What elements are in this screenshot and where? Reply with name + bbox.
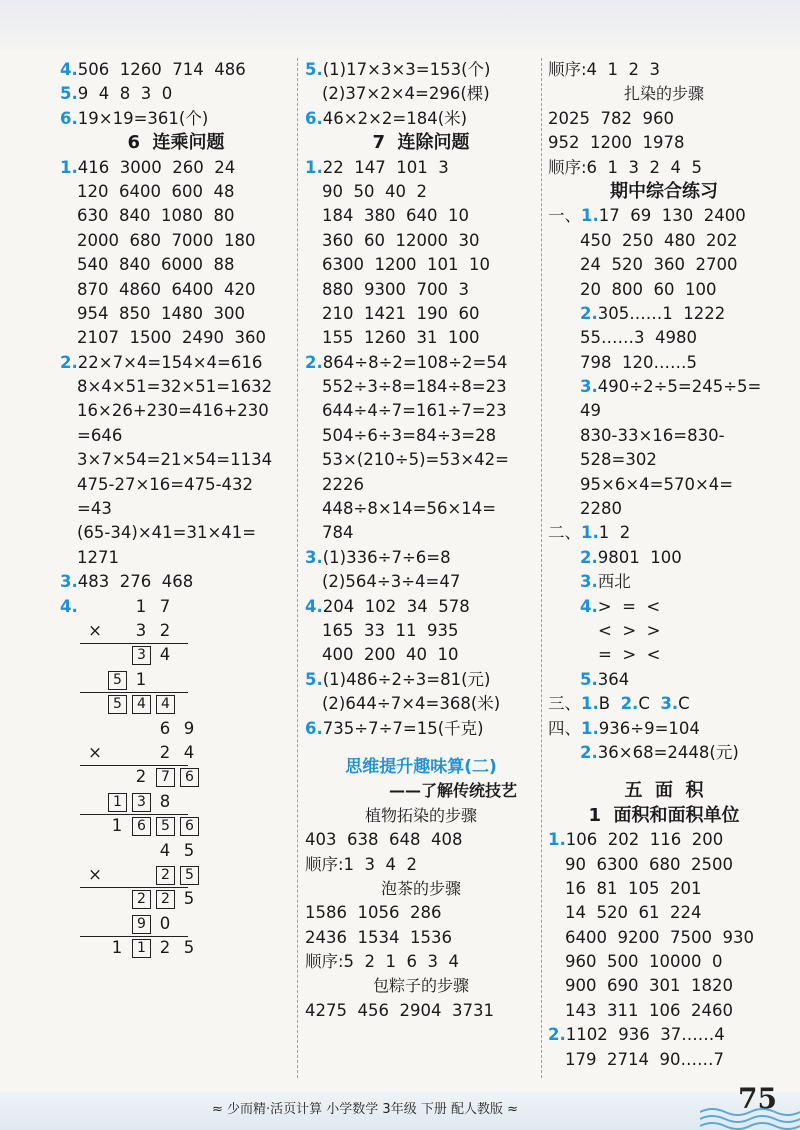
answer-line: 2436 1534 1536: [305, 927, 452, 947]
answer-line: 870 4860 6400 420: [77, 279, 256, 299]
digit: 2: [159, 938, 171, 958]
answer-line: 90 6300 680 2500: [565, 854, 733, 874]
section-subtitle: ——了解传统技艺: [388, 781, 517, 801]
item-number: 4.: [305, 596, 323, 616]
answer-line: 55……3 4980: [580, 328, 697, 348]
answer-line: [548, 668, 780, 692]
answer-line: = > <: [598, 645, 661, 665]
answer-line: 8×4×51=32×51=1632: [77, 377, 273, 397]
answer-line: [548, 375, 780, 399]
digit: 4: [159, 645, 171, 665]
item-number: 3.: [580, 377, 598, 397]
column-divider: [541, 58, 542, 1078]
answer-line: 1271: [77, 547, 119, 567]
item-number: 5.: [305, 60, 323, 79]
item-number: 3.: [305, 547, 323, 567]
item-number: 1.: [60, 157, 78, 177]
item-number: 3.: [660, 694, 679, 714]
answer-line: < > >: [598, 620, 661, 640]
item-number: 4.: [60, 596, 78, 616]
answer-line: (2)37×2×4=296(棵): [322, 84, 490, 104]
answer-line: [60, 570, 292, 594]
boxed-digit: 2: [156, 866, 175, 885]
answer-line: 155 1260 31 100: [322, 328, 480, 348]
item-number: 1.: [305, 157, 323, 177]
item-number: 5.: [60, 84, 78, 104]
sum-line: [80, 887, 188, 888]
answer-text: 1 2: [598, 523, 631, 543]
answer-line: [305, 107, 537, 131]
digit: 1: [111, 938, 123, 958]
answer-line: [60, 351, 292, 375]
times-sign: ×: [88, 864, 102, 884]
step-heading: 包粽子的步骤: [372, 976, 469, 996]
section-title: 期中综合练习: [610, 180, 718, 202]
item-number: 1.: [581, 694, 599, 714]
section-number: 一、: [548, 206, 581, 226]
boxed-digit: 7: [156, 768, 175, 787]
vertical-multiplication-3: [80, 839, 210, 961]
answer-line: 784: [322, 523, 354, 543]
answer-text: 483 276 468: [77, 572, 194, 592]
answer-column-2: [305, 58, 537, 1023]
answer-line: [305, 595, 537, 619]
answer-text: 1102 936 37……4: [565, 1025, 725, 1045]
answer-line: 2280: [580, 499, 622, 519]
answer-line: (2)564÷3÷4=47: [322, 572, 461, 592]
answer-line: 顺序:1 3 4 2: [305, 854, 418, 874]
answer-line: [305, 546, 537, 570]
answer-line: 24 520 360 2700: [580, 255, 738, 275]
answer-line: 49: [580, 401, 601, 421]
answer-line: 528=302: [580, 450, 657, 470]
answer-text: 364: [597, 669, 630, 689]
item-number: 3.: [580, 572, 598, 592]
answer-line: 448÷8×14=56×14=: [322, 499, 497, 519]
answer-text: 22×7×4=154×4=616: [77, 352, 263, 372]
answer-line: 450 250 480 202: [580, 230, 738, 250]
digit: 5: [183, 889, 195, 909]
item-number: 2.: [305, 352, 323, 372]
times-sign: ×: [88, 620, 102, 640]
section-title: 1 面积和面积单位: [588, 804, 740, 826]
section-title: 6 连乘问题: [127, 132, 225, 154]
answer-line: [60, 58, 292, 82]
answer-line: 3×7×54=21×54=1134: [77, 450, 273, 470]
answer-text: 506 1260 714 486: [77, 60, 246, 79]
answer-line: 143 311 106 2460: [565, 1000, 733, 1020]
boxed-digit: 5: [156, 817, 175, 836]
answer-line: 184 380 640 10: [322, 206, 469, 226]
item-number: 6.: [305, 718, 323, 738]
answer-line: 90 50 40 2: [322, 181, 427, 201]
answer-line: 954 850 1480 300: [77, 303, 245, 323]
answer-text: 305……1 1222: [597, 303, 726, 323]
item-number: 1.: [548, 830, 566, 850]
boxed-digit: 9: [132, 915, 151, 934]
answer-text: 735÷7÷7=15(千克): [322, 718, 484, 738]
item-number: 4.: [60, 60, 78, 79]
answer-text: (1)336÷7÷6=8: [322, 547, 451, 567]
answer-line: [548, 521, 780, 545]
answer-line: 475-27×16=475-432: [77, 474, 254, 494]
answer-line: =43: [77, 499, 112, 519]
boxed-digit: 6: [132, 817, 151, 836]
vertical-multiplication-2: [80, 717, 210, 839]
answer-line: 900 690 301 1820: [565, 976, 733, 996]
answer-line: [305, 717, 537, 741]
digit: 5: [183, 938, 195, 958]
digit: 9: [183, 718, 195, 738]
digit: 1: [135, 669, 147, 689]
item-number: 6.: [305, 108, 323, 128]
answer-column-1: [60, 58, 292, 960]
answer-line: [548, 570, 780, 594]
section-number: 四、: [548, 718, 581, 738]
boxed-digit: 4: [132, 695, 151, 714]
item-number: 6.: [60, 108, 78, 128]
digit: 2: [135, 767, 147, 787]
answer-line: 504÷6÷3=84÷3=28: [322, 425, 497, 445]
boxed-digit: 3: [132, 646, 151, 665]
answer-line: (65-34)×41=31×41=: [77, 523, 257, 543]
answer-text: 22 147 101 3: [322, 157, 449, 177]
column-divider: [297, 58, 298, 1078]
digit: 8: [159, 791, 171, 811]
answer-line: [548, 204, 780, 228]
item-number: 1.: [581, 206, 599, 226]
answer-text: 西北: [597, 572, 631, 592]
digit: 7: [159, 596, 171, 616]
answer-line: 16 81 105 201: [565, 878, 702, 898]
answer-line: [548, 546, 780, 570]
answer-line: 630 840 1080 80: [77, 206, 235, 226]
answer-line: 403 638 648 408: [305, 830, 463, 850]
answer-text: 36×68=2448(元): [597, 742, 739, 762]
answer-text: 9801 100: [597, 547, 682, 567]
answer-text: > = <: [597, 596, 661, 616]
boxed-digit: 2: [156, 890, 175, 909]
sum-line: [80, 692, 188, 693]
footer-text: ≈ 少而精·活页计算 小学数学 3年级 下册 配人教版 ≈: [212, 1102, 518, 1117]
answer-line: 14 520 61 224: [565, 903, 702, 923]
answer-line: [548, 828, 780, 852]
item-number: 5.: [305, 669, 323, 689]
sum-line: [80, 814, 188, 815]
item-number: 2.: [580, 742, 598, 762]
answer-line: 120 6400 600 48: [77, 181, 235, 201]
answer-line: [305, 58, 537, 82]
answer-line: 798 120……5: [580, 352, 697, 372]
item-number: 2.: [60, 352, 78, 372]
boxed-digit: 5: [108, 671, 127, 690]
answer-text: 864÷8÷2=108÷2=54: [322, 352, 508, 372]
item-number: 2.: [620, 694, 639, 714]
answer-text: 17 69 130 2400: [598, 206, 746, 226]
boxed-digit: 4: [156, 695, 175, 714]
answer-line: [548, 692, 780, 716]
answer-line: 210 1421 190 60: [322, 303, 480, 323]
top-strip: [0, 0, 800, 50]
answer-line: 顺序:4 1 2 3: [548, 60, 661, 79]
step-heading: 泡茶的步骤: [380, 878, 461, 898]
vertical-multiplication-1: [80, 595, 210, 717]
answer-line: [60, 156, 292, 180]
answer-line: 16×26+230=416+230: [77, 401, 269, 421]
boxed-digit: 5: [108, 695, 127, 714]
answer-line: 952 1200 1978: [548, 133, 685, 153]
page-number: 75: [738, 1082, 777, 1115]
chapter-title: 五 面 积: [624, 780, 704, 802]
boxed-digit: 6: [180, 768, 199, 787]
answer-text: 204 102 34 578: [322, 596, 470, 616]
answer-line: 2226: [322, 474, 364, 494]
answer-text: 490÷2÷5=245÷5=: [597, 377, 762, 397]
answer-line: [305, 156, 537, 180]
answer-line: 6400 9200 7500 930: [565, 927, 754, 947]
item-number: 2.: [580, 547, 598, 567]
answer-text: 46×2×2=184(米): [322, 108, 468, 128]
answer-line: [548, 1023, 780, 1047]
item-number: 1.: [581, 718, 599, 738]
answer-line: [60, 107, 292, 131]
answer-line: 53×(210÷5)=53×42=: [322, 450, 509, 470]
step-heading: 植物拓染的步骤: [364, 805, 477, 825]
answer-line: 4275 456 2904 3731: [305, 1000, 494, 1020]
boxed-digit: 3: [132, 793, 151, 812]
answer-line: [305, 351, 537, 375]
item-number: 5.: [580, 669, 598, 689]
answer-text: C: [638, 694, 650, 714]
answer-line: 960 500 10000 0: [565, 952, 723, 972]
step-heading: 扎染的步骤: [623, 84, 704, 104]
answer-text: 936÷9=104: [598, 718, 700, 738]
answer-line: 95×6×4=570×4=: [580, 474, 734, 494]
answer-line: (2)644÷7×4=368(米): [322, 694, 501, 714]
digit: 0: [159, 913, 171, 933]
answer-line: =646: [77, 425, 123, 445]
boxed-digit: 6: [180, 817, 199, 836]
digit: 4: [159, 840, 171, 860]
answer-line: 360 60 12000 30: [322, 230, 480, 250]
digit: 1: [135, 596, 147, 616]
section-title: 7 连除问题: [372, 132, 470, 154]
answer-line: 552÷3÷8=184÷8=23: [322, 377, 507, 397]
answer-line: [305, 668, 537, 692]
answer-line: 400 200 40 10: [322, 645, 459, 665]
digit: 4: [183, 742, 195, 762]
answer-line: 1586 1056 286: [305, 903, 442, 923]
answer-column-3: [548, 58, 780, 1072]
section-number: 三、: [548, 694, 581, 714]
section-title: 思维提升趣味算(二): [345, 756, 497, 777]
answer-text: (1)17×3×3=153(个): [322, 60, 491, 79]
boxed-digit: 1: [132, 939, 151, 958]
answer-line: 644÷4÷7=161÷7=23: [322, 401, 507, 421]
answer-text: 106 202 116 200: [565, 830, 724, 850]
item-number: 2.: [548, 1025, 566, 1045]
digit: 3: [135, 620, 147, 640]
answer-line: 540 840 6000 88: [77, 255, 235, 275]
answer-line: 165 33 11 935: [322, 620, 459, 640]
boxed-digit: 1: [108, 793, 127, 812]
digit: 2: [159, 620, 171, 640]
answer-line: 880 9300 700 3: [322, 279, 469, 299]
answer-line: 2025 782 960: [548, 108, 674, 128]
item-number: 4.: [580, 596, 598, 616]
answer-line: 顺序:5 2 1 6 3 4: [305, 952, 459, 972]
digit: 5: [183, 840, 195, 860]
answer-line: [60, 82, 292, 106]
answer-line: [548, 595, 780, 619]
answer-text: 9 4 8 3 0: [77, 84, 173, 104]
answer-text: 416 3000 260 24: [77, 157, 236, 177]
digit: 2: [159, 742, 171, 762]
times-sign: ×: [88, 742, 102, 762]
answer-text: C: [678, 694, 690, 714]
answer-text: (1)486÷2÷3=81(元): [322, 669, 491, 689]
boxed-digit: 5: [180, 866, 199, 885]
boxed-digit: 2: [132, 890, 151, 909]
answer-line: [548, 302, 780, 326]
answer-text: B: [598, 694, 611, 714]
answer-line: 179 2714 90……7: [565, 1049, 724, 1069]
item-number: 1.: [581, 523, 599, 543]
answer-text: 19×19=361(个): [77, 108, 209, 128]
answer-line: 20 800 60 100: [580, 279, 717, 299]
answer-line: 6300 1200 101 10: [322, 255, 490, 275]
digit: 1: [111, 816, 123, 836]
digit: 6: [159, 718, 171, 738]
answer-line: 2000 680 7000 180: [77, 230, 256, 250]
answer-line: [548, 717, 780, 741]
item-number: 2.: [580, 303, 598, 323]
item-number: 3.: [60, 572, 78, 592]
section-number: 二、: [548, 523, 581, 543]
answer-line: 顺序:6 1 3 2 4 5: [548, 157, 702, 177]
answer-line: 2107 1500 2490 360: [77, 328, 266, 348]
answer-line: 830-33×16=830-: [580, 425, 725, 445]
answer-line: [548, 741, 780, 765]
